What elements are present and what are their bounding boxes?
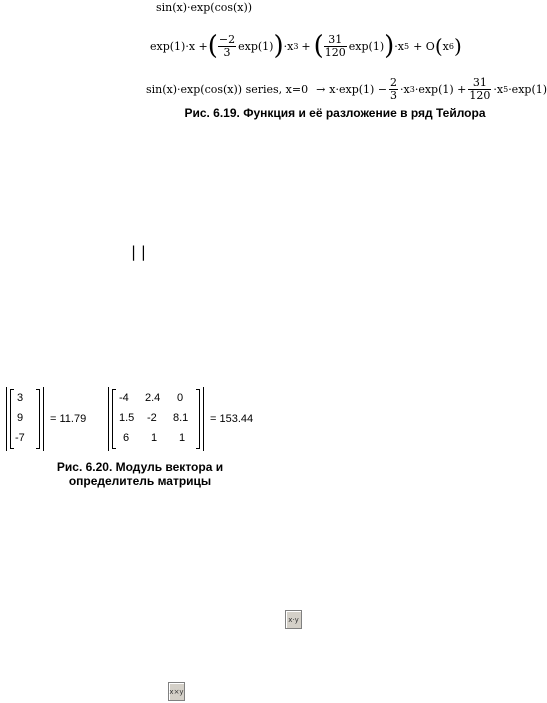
fraction-31-120: $\frac{31}{120}$ bbox=[324, 32, 346, 59]
matrix-cell: 1.5 bbox=[119, 412, 135, 424]
matrix-cell: 1 bbox=[179, 432, 186, 444]
matrix-cell: -2 bbox=[147, 412, 157, 424]
function-expression: sin(x)·exp(cos(x)) bbox=[156, 1, 253, 14]
figure-caption-6-19: Рис. 6.19. Функция и её разложение в ряд Тейлора bbox=[184, 106, 486, 120]
matrix-cell: 0 bbox=[177, 392, 184, 404]
matrix-cell: 2.4 bbox=[145, 392, 161, 404]
matrix-cell: -4 bbox=[119, 392, 129, 404]
vector-cell: 3 bbox=[17, 392, 24, 404]
evaluate-arrow: → bbox=[316, 82, 326, 96]
dot-product-button[interactable] bbox=[285, 610, 302, 629]
open-paren: ( bbox=[207, 31, 218, 61]
matrix-cell: 8.1 bbox=[173, 412, 189, 424]
close-paren: ) bbox=[273, 31, 284, 61]
figure-caption-6-20: Рис. 6.20. Модуль вектора и определитель матрицы bbox=[56, 460, 224, 488]
norm-bars bbox=[6, 387, 44, 451]
fraction-minus-two-thirds: $\frac{-2}{3}$ bbox=[218, 32, 236, 59]
series-command-result: sin(x)·exp(cos(x)) series, x=0 → x·exp(1) − $\frac{2}{3}$ ·x 3 ·exp(1) + $\frac{31}{120}$ ·x 5 ·exp(1) bbox=[146, 75, 547, 102]
x-cross-y-icon: x×y bbox=[169, 687, 184, 696]
series-term-1: exp(1)·x + bbox=[150, 39, 208, 53]
abs-value-symbol: | | bbox=[131, 243, 146, 261]
matrix-determinant-expression bbox=[108, 387, 253, 451]
taylor-series-expression: exp(1)·x + ( $\frac{-2}{3}$ exp(1) ) ·x 3 + ( $\frac{31}{120}$ exp(1) ) ·x 5 + O ( x 6 ) bbox=[150, 31, 462, 61]
matrix-brackets bbox=[112, 390, 200, 448]
series-command: sin(x)·exp(cos(x)) series, x=0 bbox=[146, 82, 309, 96]
vector-cell: -7 bbox=[15, 432, 25, 444]
vector-norm-expression bbox=[6, 387, 86, 451]
vector-norm-result: = 11.79 bbox=[50, 413, 87, 425]
x-dot-y-icon: x·y bbox=[288, 615, 299, 624]
matrix-cell: 6 bbox=[123, 432, 130, 444]
cross-product-button[interactable] bbox=[168, 682, 185, 701]
vector-cell: 9 bbox=[17, 412, 24, 424]
vector-brackets bbox=[10, 390, 40, 448]
matrix-cell: 1 bbox=[151, 432, 158, 444]
determinant-result: = 153.44 bbox=[210, 413, 254, 425]
determinant-bars bbox=[108, 387, 204, 451]
